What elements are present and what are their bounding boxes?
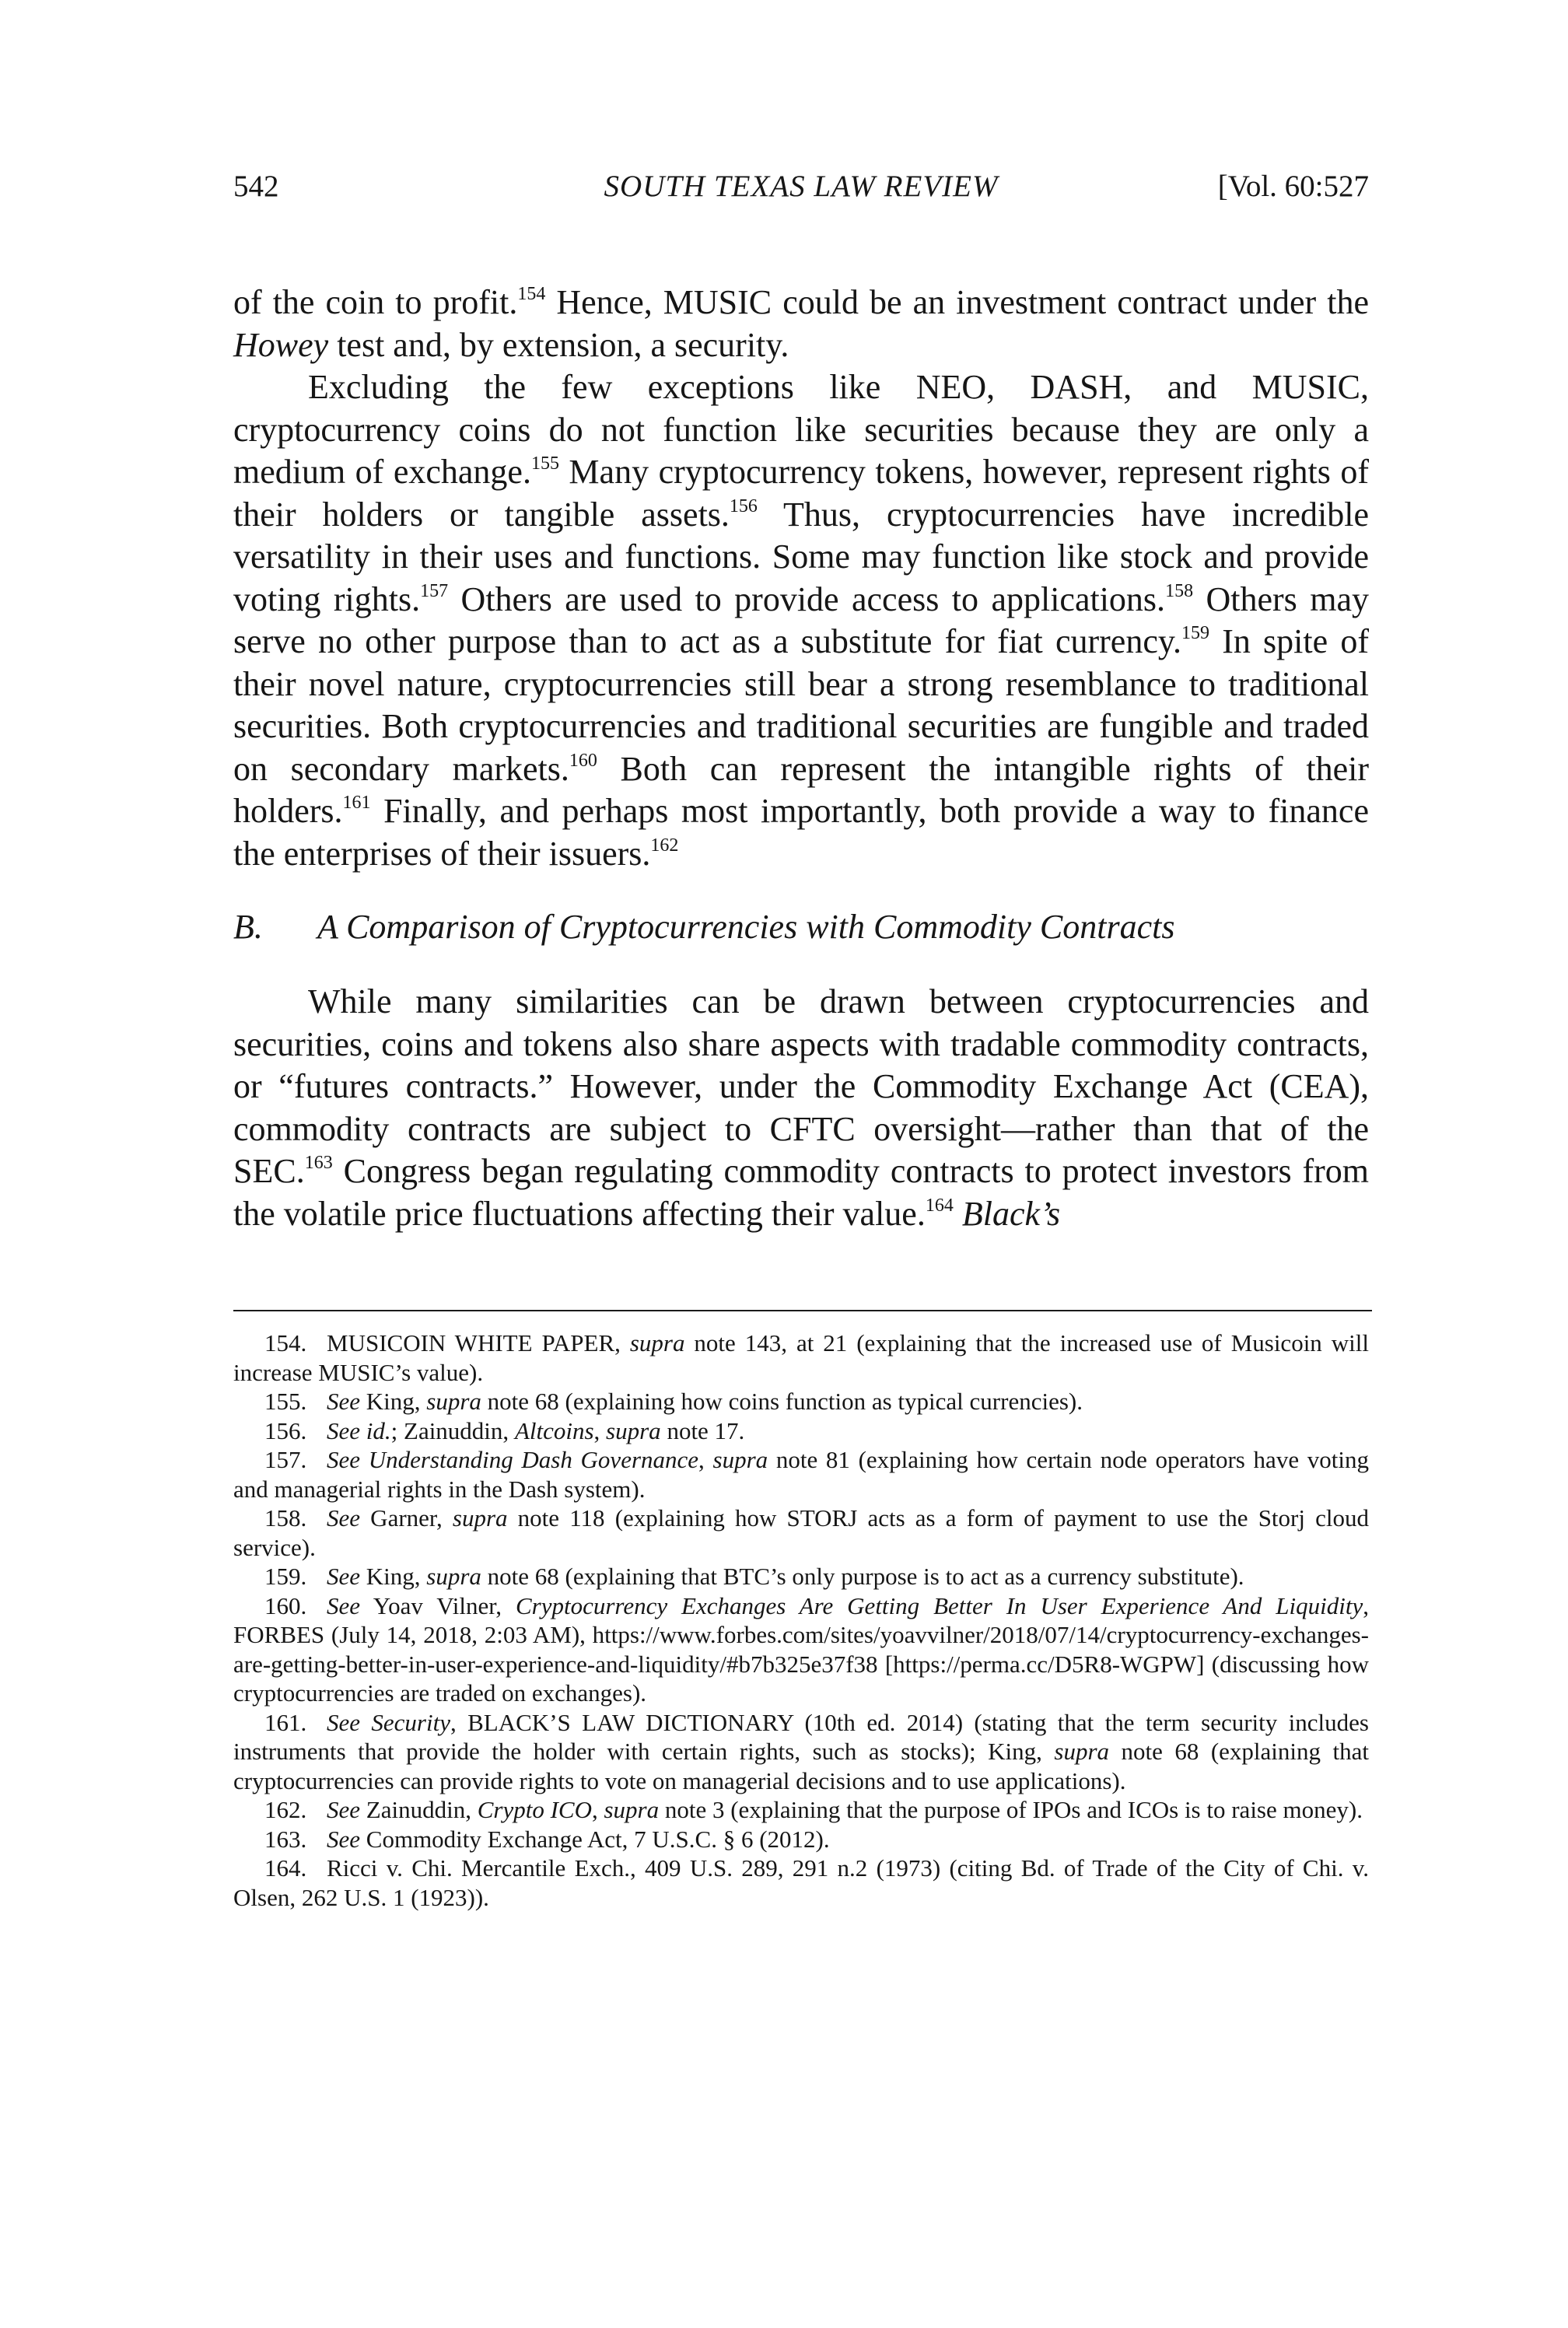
footnote-ref-154[interactable]: 154 bbox=[517, 284, 546, 304]
footnote-ref-160[interactable]: 160 bbox=[569, 750, 597, 771]
text-run: Excluding the few exceptions like NEO, DASH, and MUSIC, cryptocurrency coins do not function like securities because they are only a medium of exchange. bbox=[233, 368, 1369, 491]
footnotes bbox=[233, 1329, 1369, 1912]
text-run: Yoav Vilner, bbox=[360, 1591, 516, 1619]
footnote-number: 162. bbox=[264, 1796, 307, 1823]
text-run: See bbox=[327, 1796, 361, 1823]
text-run: note 17. bbox=[660, 1416, 745, 1444]
text-run: supra bbox=[426, 1563, 481, 1590]
text-run: Zainuddin, bbox=[360, 1796, 478, 1823]
section-title: A Comparison of Cryptocurrencies with Commodity Contracts bbox=[317, 908, 1175, 946]
footnote-156 bbox=[233, 1416, 1369, 1446]
text-run: supra bbox=[452, 1504, 508, 1532]
text-run: Garner, bbox=[360, 1504, 453, 1532]
footnote-number: 158. bbox=[264, 1504, 307, 1532]
text-run: Cryptocurrency Exchanges Are Getting Better In User Experience And Liquidity bbox=[515, 1591, 1363, 1619]
text-run: note 143, at 21 (explaining that the increased use of Musicoin will increase MUSIC’s value). bbox=[233, 1329, 1369, 1386]
footnote-number: 161. bbox=[264, 1708, 307, 1736]
text-run: King, bbox=[360, 1388, 427, 1415]
text-run: note 68 (explaining that BTC’s only purpose is to act as a currency substitute). bbox=[481, 1563, 1244, 1590]
footnote-158 bbox=[233, 1504, 1369, 1562]
footnote-ref-157[interactable]: 157 bbox=[420, 580, 449, 601]
text-run: MUSICOIN WHITE PAPER, bbox=[327, 1329, 630, 1357]
footnote-ref-164[interactable]: 164 bbox=[925, 1195, 954, 1216]
text-run: of the coin to profit. bbox=[233, 283, 518, 321]
footnote-ref-162[interactable]: 162 bbox=[650, 835, 679, 856]
footnote-number: 155. bbox=[264, 1388, 307, 1415]
text-run: Ricci v. Chi. Mercantile Exch., 409 U.S. 289, 291 n.2 (1973) (citing Bd. of Trade of the City of Chi. v. Olsen, 262 U.S. 1 (1923)). bbox=[233, 1854, 1369, 1911]
footnote-ref-156[interactable]: 156 bbox=[729, 495, 758, 516]
text-run: See bbox=[327, 1591, 361, 1619]
text-run: supra bbox=[604, 1796, 660, 1823]
page-number: 542 bbox=[233, 170, 279, 203]
footnote-number: 154. bbox=[264, 1329, 307, 1357]
paragraph-1 bbox=[233, 282, 1369, 366]
footnote-159 bbox=[233, 1562, 1369, 1591]
footnote-number: 160. bbox=[264, 1591, 307, 1619]
text-run: See bbox=[327, 1388, 361, 1415]
text-run: test and, by extension, a security. bbox=[328, 325, 789, 364]
footnote-157 bbox=[233, 1445, 1369, 1504]
section-heading bbox=[233, 906, 1369, 948]
footnote-number: 157. bbox=[264, 1446, 307, 1473]
text-run: Altcoins bbox=[514, 1416, 594, 1444]
paragraph-3 bbox=[233, 981, 1369, 1235]
footnote-154 bbox=[233, 1329, 1369, 1387]
footnote-number: 159. bbox=[264, 1563, 307, 1590]
text-run: note 68 (explaining that cryptocurrencies can provide rights to vote on managerial decisions and to use applications). bbox=[233, 1738, 1369, 1794]
footnote-number: 164. bbox=[264, 1854, 307, 1882]
text-run: Black’s bbox=[953, 1194, 1061, 1233]
text-run: See Understanding Dash Governance bbox=[327, 1446, 699, 1473]
journal-title: SOUTH TEXAS LAW REVIEW bbox=[604, 170, 999, 203]
text-run: note 81 (explaining how certain node operators have voting and managerial rights in the Dash system). bbox=[233, 1446, 1369, 1503]
text-run: , bbox=[593, 1416, 607, 1444]
footnote-ref-159[interactable]: 159 bbox=[1181, 623, 1209, 643]
paragraph-2 bbox=[233, 366, 1369, 875]
running-head bbox=[233, 163, 1369, 210]
citation-url-link[interactable]: https://www.forbes.com/sites/yoavvilner/2018/07/14/cryptocurrency-exchanges-are-getting-better-in-user-experience-and-liquidity/#b7b325e37f38 [https://perma.cc/D5R8-WGPW] bbox=[233, 1621, 1369, 1678]
text-run: See bbox=[327, 1825, 361, 1853]
text-run: Many cryptocurrency tokens, however, represent rights of their holders or tangible assets. bbox=[233, 453, 1370, 534]
text-run: Thus, cryptocurrencies have incredible versatility in their uses and functions. Some may function like stock and provide voting rights. bbox=[233, 495, 1369, 618]
text-run: supra bbox=[426, 1388, 481, 1415]
text-run: , bbox=[698, 1446, 713, 1473]
text-run: Crypto ICO bbox=[477, 1796, 592, 1823]
text-run: , FORBES (July 14, 2018, 2:03 AM), bbox=[233, 1591, 1369, 1648]
text-run: , BLACK’S LAW DICTIONARY (10th ed. 2014) (stating that the term security includes instruments that provide the holder with certain rights, such as stocks); King, bbox=[233, 1708, 1369, 1765]
footnote-number: 163. bbox=[264, 1825, 307, 1853]
footnote-162 bbox=[233, 1795, 1369, 1825]
text-run: , bbox=[591, 1796, 604, 1823]
text-run: See Security bbox=[327, 1708, 450, 1736]
text-run: Hence, MUSIC could be an investment contract under the bbox=[545, 283, 1369, 321]
text-run: note 118 (explaining how STORJ acts as a form of payment to use the Storj cloud service). bbox=[233, 1504, 1370, 1561]
footnote-ref-163[interactable]: 163 bbox=[304, 1153, 333, 1173]
text-run: While many similarities can be drawn between cryptocurrencies and securities, coins and tokens also share aspects with tradable commodity contracts, or “futures contracts.” However, under the Commodity Exchange Act (CEA), commodity contracts are subject to CFTC oversight—rather than that of the SEC. bbox=[233, 982, 1369, 1190]
text-run: See bbox=[327, 1563, 361, 1590]
text-run: ; Zainuddin, bbox=[390, 1416, 515, 1444]
text-run: supra bbox=[712, 1446, 768, 1473]
text-run: supra bbox=[606, 1416, 661, 1444]
text-run: Commodity Exchange Act, 7 U.S.C. § 6 (2012). bbox=[360, 1825, 830, 1853]
footnote-161 bbox=[233, 1708, 1369, 1796]
text-run: In spite of their novel nature, cryptocurrencies still bear a strong resemblance to traditional securities. Both cryptocurrencies and traditional securities are fungible and traded on secondary markets. bbox=[233, 622, 1369, 788]
text-run: Finally, and perhaps most importantly, both provide a way to finance the enterprises of their issuers. bbox=[233, 792, 1369, 873]
text-run: supra bbox=[629, 1329, 685, 1357]
section-letter: B. bbox=[233, 908, 263, 946]
text-run: (discussing how cryptocurrencies are traded on exchanges). bbox=[233, 1650, 1370, 1707]
footnote-163 bbox=[233, 1825, 1369, 1854]
page bbox=[233, 163, 1369, 1912]
text-run: Others are used to provide access to applications. bbox=[448, 579, 1166, 618]
footnote-ref-158[interactable]: 158 bbox=[1165, 580, 1194, 601]
text-run: note 3 (explaining that the purpose of IPOs and ICOs is to raise money). bbox=[659, 1796, 1363, 1823]
footnote-164 bbox=[233, 1854, 1369, 1912]
case-name: Howey bbox=[233, 325, 329, 364]
text-run: See id. bbox=[327, 1416, 391, 1444]
footnote-number: 156. bbox=[264, 1416, 307, 1444]
text-run: note 68 (explaining how coins function as typical currencies). bbox=[481, 1388, 1083, 1415]
footnote-divider bbox=[233, 1310, 1372, 1311]
main-text bbox=[233, 282, 1369, 1235]
text-run: supra bbox=[1054, 1738, 1110, 1765]
footnote-160 bbox=[233, 1591, 1369, 1708]
text-run: See bbox=[327, 1504, 361, 1532]
footnote-155 bbox=[233, 1387, 1369, 1416]
footnote-ref-161[interactable]: 161 bbox=[342, 793, 371, 813]
footnote-ref-155[interactable]: 155 bbox=[530, 453, 559, 474]
volume-citation: [Vol. 60:527 bbox=[1217, 170, 1369, 203]
text-run: King, bbox=[360, 1563, 427, 1590]
text-run: Both can represent the intangible rights of their holders. bbox=[233, 749, 1369, 830]
text-run: Congress began regulating commodity contracts to protect investors from the volatile price fluctuations affecting their value. bbox=[233, 1152, 1369, 1233]
text-run: Others may serve no other purpose than to act as a substitute for fiat currency. bbox=[233, 579, 1369, 660]
